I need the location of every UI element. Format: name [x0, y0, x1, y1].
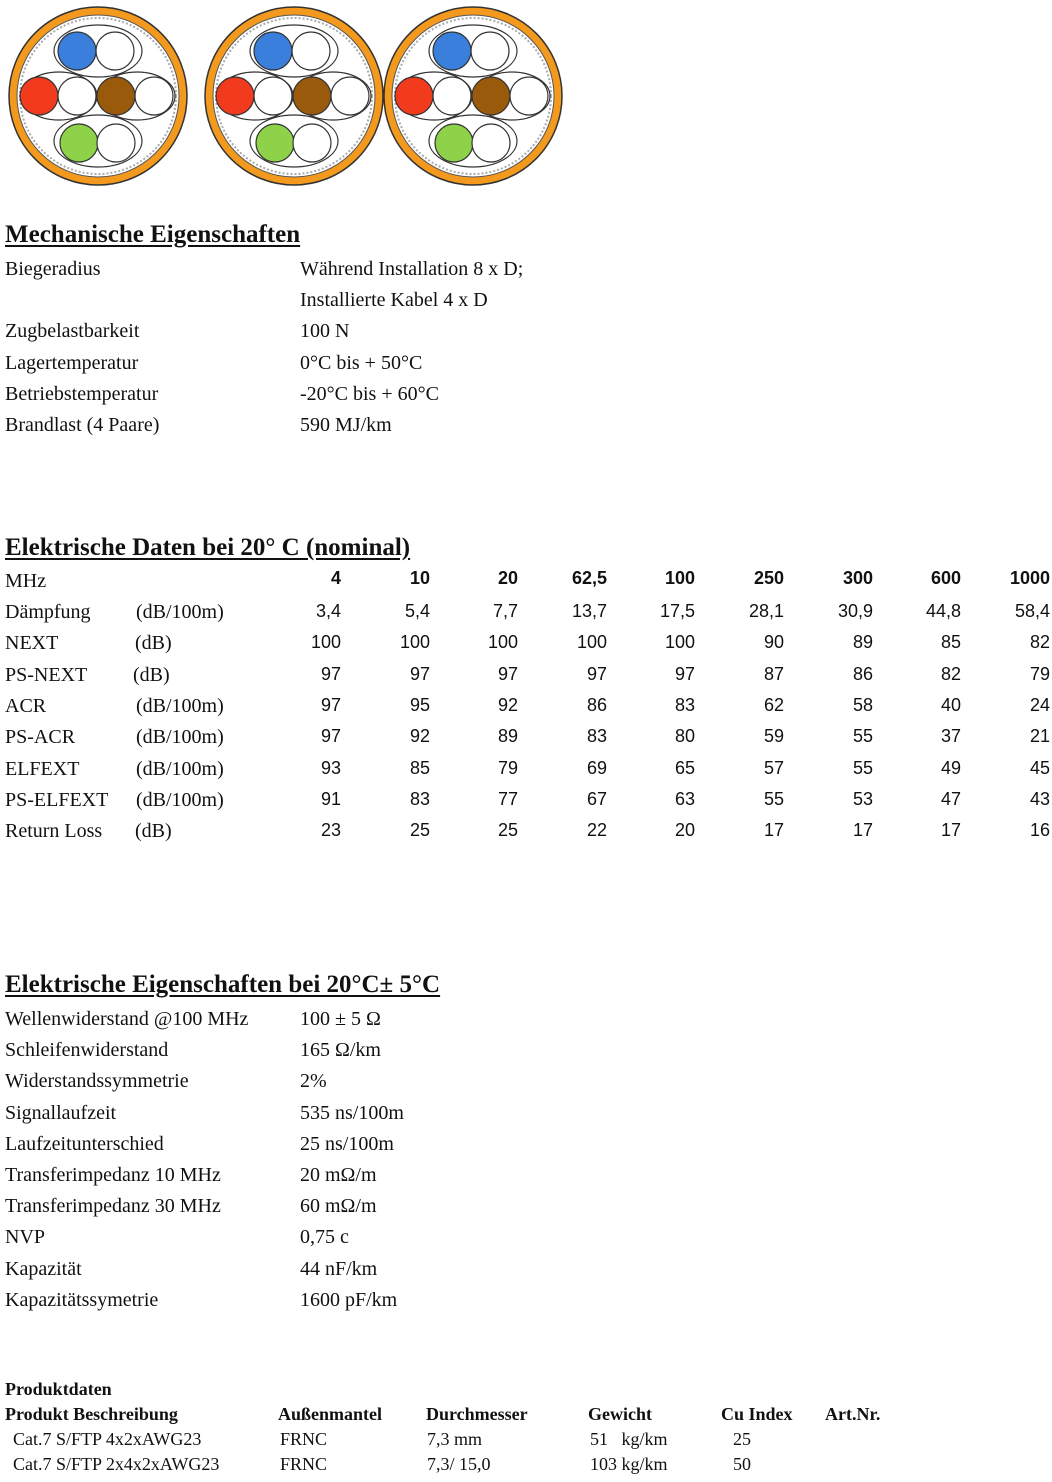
data-cell: 90: [763, 632, 784, 653]
property-value: 20 mΩ/m: [300, 1164, 377, 1186]
property-label: Laufzeitunterschied: [5, 1132, 164, 1155]
parameter-name: ELFEXT: [5, 757, 80, 780]
product-header: Cu Index: [721, 1404, 793, 1424]
data-cell: 22: [586, 820, 607, 841]
data-cell: 37: [940, 726, 961, 747]
data-cell: 91: [320, 788, 341, 809]
data-cell: 86: [852, 663, 873, 684]
product-cell: FRNC: [280, 1454, 328, 1474]
data-cell: 63: [674, 788, 695, 809]
product-cell: 7,3 mm: [427, 1429, 483, 1449]
product-cell: Cat.7 S/FTP 2x4x2xAWG23: [13, 1454, 220, 1474]
data-cell: 79: [497, 757, 518, 778]
data-cell: 17: [763, 820, 784, 841]
data-cell: 92: [409, 726, 430, 747]
data-cell: 59: [763, 726, 784, 747]
mechanical-label: Zugbelastbarkeit: [5, 320, 140, 342]
parameter-unit: (dB): [133, 663, 170, 686]
data-cell: 69: [586, 757, 607, 778]
property-value: 165 Ω/km: [300, 1039, 381, 1062]
data-cell: 62: [763, 694, 784, 715]
data-cell: 100: [310, 632, 341, 653]
freq-label: MHz: [5, 570, 47, 592]
data-cell: 21: [1029, 726, 1050, 747]
property-label: Widerstandssymmetrie: [5, 1070, 189, 1093]
parameter-name: PS-NEXT: [5, 663, 88, 686]
product-header: Gewicht: [588, 1404, 652, 1424]
data-cell: 3,4: [315, 601, 341, 621]
mechanical-label: Lagertemperatur: [5, 352, 139, 374]
property-value: 1600 pF/km: [300, 1288, 398, 1311]
frequency-value: 1000: [1009, 568, 1050, 588]
parameter-unit: (dB/100m): [136, 788, 224, 811]
data-cell: 13,7: [571, 601, 607, 621]
data-cell: 83: [674, 694, 695, 715]
data-cell: 25: [497, 820, 518, 841]
mechanical-label: Betriebstemperatur: [5, 383, 159, 405]
data-cell: 23: [320, 820, 341, 841]
data-cell: 87: [763, 663, 784, 684]
data-cell: 57: [763, 757, 784, 778]
mechanical-value: 100 N: [300, 320, 350, 342]
property-value: 0,75 c: [300, 1226, 349, 1249]
data-cell: 5,4: [404, 601, 430, 621]
property-label: Kapazitätssymetrie: [5, 1288, 159, 1311]
data-cell: 30,9: [837, 601, 873, 621]
data-cell: 82: [1029, 632, 1050, 653]
product-cell: 50: [733, 1454, 751, 1474]
data-cell: 47: [940, 788, 961, 809]
data-cell: 79: [1029, 663, 1050, 684]
product-header: Produkt Beschreibung: [5, 1404, 178, 1424]
data-cell: 89: [497, 726, 518, 747]
data-cell: 55: [763, 788, 784, 809]
property-label: Wellenwiderstand @100 MHz: [5, 1008, 249, 1030]
property-value: 100 ± 5 Ω: [300, 1008, 381, 1030]
data-cell: 58,4: [1014, 601, 1050, 621]
product-header: Durchmesser: [426, 1404, 528, 1424]
frequency-value: 4: [330, 568, 341, 588]
data-cell: 92: [497, 694, 518, 715]
parameter-name: NEXT: [5, 632, 59, 655]
parameter-unit: (dB): [135, 820, 172, 843]
product-header: Außenmantel: [278, 1404, 383, 1424]
parameter-name: PS-ACR: [5, 726, 76, 749]
product-header: Art.Nr.: [825, 1404, 881, 1424]
cable-cross-section-1: [4, 2, 192, 190]
mechanical-value: -20°C bis + 60°C: [300, 383, 439, 405]
parameter-unit: (dB/100m): [136, 601, 224, 623]
frequency-value: 10: [409, 568, 430, 588]
parameter-name: PS-ELFEXT: [5, 788, 109, 811]
data-cell: 95: [409, 694, 430, 715]
property-value: 44 nF/km: [300, 1257, 378, 1280]
mechanical-value: 0°C bis + 50°C: [300, 352, 423, 374]
cable-illustration: [379, 2, 567, 190]
parameter-name: ACR: [5, 694, 47, 717]
electrical-data-title: Elektrische Daten bei 20° C (nominal): [5, 534, 411, 561]
data-cell: 17: [852, 820, 873, 841]
product-cell: 25: [733, 1429, 751, 1449]
mechanical-label: Biegeradius: [5, 258, 101, 280]
parameter-name: Dämpfung: [5, 601, 91, 623]
property-label: Signallaufzeit: [5, 1101, 117, 1124]
property-value: 535 ns/100m: [300, 1101, 404, 1124]
mechanical-value: 590 MJ/km: [300, 414, 392, 436]
frequency-value: 250: [753, 568, 784, 588]
frequency-value: 20: [497, 568, 518, 588]
frequency-value: 600: [930, 568, 961, 588]
data-cell: 28,1: [748, 601, 784, 621]
property-label: Transferimpedanz 30 MHz: [5, 1195, 221, 1218]
property-value: 25 ns/100m: [300, 1132, 394, 1155]
data-cell: 58: [852, 694, 873, 715]
data-cell: 97: [320, 726, 341, 747]
property-label: Kapazität: [5, 1257, 82, 1280]
product-cell: FRNC: [280, 1429, 328, 1449]
data-cell: 55: [852, 726, 873, 747]
property-value: 2%: [300, 1070, 327, 1093]
frequency-value: 100: [664, 568, 695, 588]
parameter-unit: (dB/100m): [136, 694, 224, 717]
parameter-unit: (dB/100m): [136, 757, 224, 780]
data-cell: 100: [576, 632, 607, 653]
mechanical-value: Während Installation 8 x D;: [300, 258, 524, 280]
data-cell: 97: [320, 694, 341, 715]
property-label: Schleifenwiderstand: [5, 1039, 169, 1062]
data-cell: 100: [487, 632, 518, 653]
data-cell: 67: [586, 788, 607, 809]
cable-illustration: [200, 2, 388, 190]
data-cell: 25: [409, 820, 430, 841]
data-cell: 17: [940, 820, 961, 841]
data-cell: 83: [586, 726, 607, 747]
data-cell: 53: [852, 788, 873, 809]
data-cell: 45: [1029, 757, 1050, 778]
electrical-props-title: Elektrische Eigenschaften bei 20°C± 5°C: [5, 971, 441, 998]
mechanical-section-title: Mechanische Eigenschaften: [5, 221, 301, 248]
data-cell: 80: [674, 726, 695, 747]
data-cell: 17,5: [659, 601, 695, 621]
data-cell: 97: [497, 663, 518, 684]
cable-cross-section-2: [200, 2, 388, 190]
data-cell: 85: [940, 632, 961, 653]
data-cell: 100: [664, 632, 695, 653]
data-cell: 16: [1029, 820, 1050, 841]
frequency-value: 300: [842, 568, 873, 588]
mechanical-value: Installierte Kabel 4 x D: [300, 289, 488, 311]
product-cell: 51 kg/km: [590, 1429, 668, 1449]
data-cell: 83: [409, 788, 430, 809]
data-cell: 24: [1029, 694, 1050, 715]
data-cell: 97: [674, 663, 695, 684]
cable-illustration: [4, 2, 192, 190]
data-cell: 93: [320, 757, 341, 778]
data-cell: 100: [399, 632, 430, 653]
product-cell: 103 kg/km: [590, 1454, 668, 1474]
data-cell: 85: [409, 757, 430, 778]
data-cell: 97: [409, 663, 430, 684]
data-cell: 89: [852, 632, 873, 653]
product-section-title: Produktdaten: [5, 1379, 112, 1399]
data-cell: 43: [1029, 788, 1050, 809]
data-cell: 86: [586, 694, 607, 715]
cable-cross-section-3: [379, 2, 567, 190]
data-cell: 20: [674, 820, 695, 841]
property-label: NVP: [5, 1226, 46, 1249]
mechanical-label: Brandlast (4 Paare): [5, 414, 160, 436]
data-cell: 97: [320, 663, 341, 684]
parameter-unit: (dB/100m): [136, 726, 224, 749]
parameter-name: Return Loss: [5, 820, 103, 843]
data-cell: 77: [497, 788, 518, 809]
product-cell: Cat.7 S/FTP 4x2xAWG23: [13, 1429, 202, 1449]
data-cell: 44,8: [925, 601, 961, 621]
product-cell: 7,3/ 15,0: [427, 1454, 491, 1474]
data-cell: 40: [940, 694, 961, 715]
data-cell: 7,7: [492, 601, 518, 621]
property-label: Transferimpedanz 10 MHz: [5, 1164, 221, 1186]
parameter-unit: (dB): [135, 632, 172, 655]
frequency-value: 62,5: [571, 568, 607, 588]
data-cell: 97: [586, 663, 607, 684]
data-cell: 82: [940, 663, 961, 684]
property-value: 60 mΩ/m: [300, 1195, 377, 1218]
data-cell: 49: [940, 757, 961, 778]
data-cell: 65: [674, 757, 695, 778]
data-cell: 55: [852, 757, 873, 778]
